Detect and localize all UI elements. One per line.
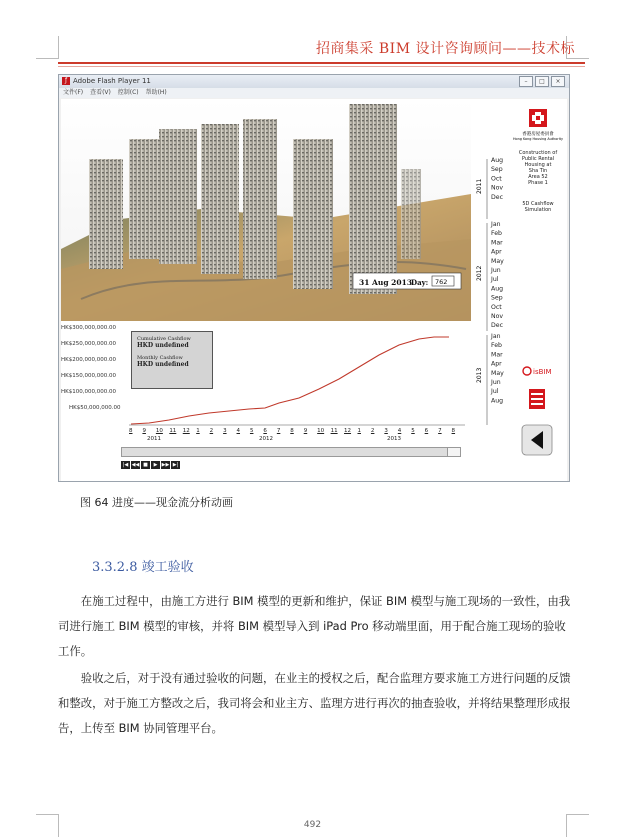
x-month-label: 10 (317, 428, 325, 434)
x-month-label: 5 (249, 428, 254, 434)
cashflow-panel (61, 323, 471, 481)
timeline-month: May (491, 369, 504, 377)
x-month-label: 12 (344, 428, 352, 434)
timeline-month: Dec (491, 193, 503, 201)
page-number: 492 (303, 820, 322, 830)
window-controls (519, 76, 565, 87)
fast-forward-button[interactable]: ▶▶ (161, 462, 170, 468)
timeline-month: Apr (491, 360, 502, 368)
stop-button[interactable]: ■ (141, 461, 150, 469)
timeline-month: Mar (491, 239, 503, 247)
x-month-label: 12 (182, 428, 190, 434)
timeline-month: Feb (491, 342, 502, 350)
sim-line: 5D Cashflow (522, 201, 554, 207)
org-name-en: Hong Kong Housing Authority (512, 137, 564, 141)
menu-control[interactable]: 控制(C) (117, 89, 139, 96)
flash-content (61, 99, 567, 481)
scrollbar-thumb[interactable] (447, 448, 460, 456)
day-label: Day: (411, 278, 429, 287)
timeline-month: Nov (491, 184, 504, 192)
project-line: Construction of (518, 150, 558, 156)
monthly-label: Monthly Cashflow (137, 355, 183, 361)
go-start-button[interactable]: |◀ (122, 462, 129, 468)
menu-file[interactable]: 文件(F) (63, 89, 84, 96)
timeline-month: Apr (491, 248, 502, 256)
year-2013: 2013 (476, 367, 483, 383)
project-line: Sha Tin (528, 168, 548, 174)
timeline-month: Jul (491, 388, 499, 396)
timeline-month: Oct (491, 303, 502, 311)
timeline-month: Jun (491, 379, 501, 386)
timeline-month: Aug (491, 397, 504, 405)
x-month-label: 2 (209, 428, 214, 434)
x-month-label: 3 (223, 428, 227, 434)
x-month-label: 4 (236, 428, 241, 434)
y-label: HK$250,000,000.00 (61, 341, 116, 347)
cumulative-label: Cumulative Cashflow (137, 336, 191, 342)
timeline-scrollbar[interactable] (121, 447, 461, 457)
isbim-label: isBIM (533, 368, 552, 376)
x-month-label: 10 (155, 428, 163, 434)
y-label: HK$50,000,000.00 (69, 405, 121, 411)
x-year-label: 2012 (259, 436, 273, 442)
monthly-value: HKD undefined (137, 361, 189, 368)
flash-icon: ƒ (62, 77, 70, 85)
window-menubar (59, 88, 569, 98)
year-2011: 2011 (476, 178, 483, 194)
figure-caption: 图 64 进度——现金流分析动画 (80, 496, 233, 509)
timeline-month: Aug (491, 285, 504, 293)
bim-3d-scene (61, 99, 471, 321)
sim-line: Simulation (524, 207, 552, 213)
project-line: Area 52 (528, 174, 548, 180)
header-rule-thin (58, 66, 585, 67)
window-title: Adobe Flash Player 11 (73, 77, 151, 85)
timeline-month: Jan (491, 221, 501, 228)
x-month-label: 6 (263, 428, 267, 434)
y-label: HK$300,000,000.00 (61, 325, 116, 331)
y-label: HK$100,000,000.00 (61, 389, 116, 395)
timeline-month: Sep (491, 294, 503, 302)
x-year-label: 2011 (147, 436, 161, 442)
timeline-month: May (491, 257, 504, 265)
close-icon[interactable]: × (551, 76, 565, 87)
year-2012: 2012 (476, 265, 483, 281)
housing-authority-logo (529, 109, 547, 127)
timeline-sidebar (471, 99, 567, 481)
cumulative-value: HKD undefined (137, 342, 189, 349)
running-header: 招商集采 BIM 设计咨询顾问——技术标 (315, 41, 575, 57)
y-label: HK$200,000,000.00 (61, 357, 116, 363)
cashflow-legend-box (131, 331, 213, 389)
go-end-button[interactable]: ▶| (172, 462, 179, 468)
org-name-zh: 香港房屋委員會 (522, 132, 554, 137)
x-month-label: 8 (129, 428, 133, 434)
timeline-svg (471, 99, 567, 481)
timeline-month: Jun (491, 267, 501, 274)
sim-date: 31 Aug 2013 (359, 278, 413, 287)
window-titlebar (59, 75, 569, 88)
rewind-button[interactable]: ◀◀ (131, 462, 140, 468)
timeline-month: Jan (491, 333, 501, 340)
x-month-label: 2 (370, 428, 375, 434)
paragraph: 验收之后，对于没有通过验收的问题，在业主的授权之后，配合监理方要求施工方进行问题的反馈和整改，对于施工方整改之后，我司将会和业主方、监理方进行再次的抽查验收，并将结果整理形成报告，上传至 BIM 协同管理平台。 (58, 671, 571, 735)
flash-player-window (58, 74, 570, 482)
partner-logo (529, 389, 545, 409)
x-month-label: 8 (451, 428, 456, 434)
x-month-label: 7 (438, 428, 442, 434)
x-month-label: 3 (384, 428, 388, 434)
x-month-label: 4 (397, 428, 402, 434)
x-month-label: 11 (330, 428, 338, 434)
paragraph: 在施工过程中，由施工方进行 BIM 模型的更新和维护，保证 BIM 模型与施工现场的一致性，由我司进行施工 BIM 模型的审核，并将 BIM 模型导入到 iPad Pro 移动端里面，用于配合施工现场的验收工作。 (58, 594, 571, 658)
x-month-label: 11 (169, 428, 177, 434)
crop-mark-tl (36, 36, 59, 59)
x-month-label: 5 (411, 428, 415, 434)
isbim-logo (523, 367, 552, 376)
minimize-icon[interactable]: – (519, 76, 533, 87)
x-month-label: 1 (357, 428, 361, 434)
timeline-month: Nov (491, 313, 504, 320)
timeline-month: Feb (491, 230, 502, 238)
x-month-label: 6 (424, 428, 429, 434)
menu-view[interactable]: 查看(V) (90, 89, 111, 96)
day-value[interactable]: 762 (435, 278, 448, 286)
menu-help[interactable]: 帮助(H) (145, 89, 167, 96)
project-line: Phase 1 (528, 180, 548, 186)
timeline-month: Oct (491, 175, 502, 183)
section-title: 3.3.2.8 竣工验收 (92, 560, 194, 575)
x-month-label: 9 (142, 428, 146, 434)
project-line: Housing at (524, 162, 552, 168)
x-year-label: 2013 (387, 436, 401, 442)
x-month-label: 7 (276, 428, 281, 434)
timeline-month: Aug (491, 157, 504, 164)
player-controls (121, 461, 180, 469)
back-button[interactable] (522, 425, 552, 455)
header-rule (58, 62, 585, 64)
timeline-month: Sep (491, 166, 503, 174)
maximize-icon[interactable]: □ (535, 76, 549, 87)
timeline-month: Mar (491, 351, 503, 359)
play-button[interactable]: ▶ (151, 461, 160, 469)
timeline-month: Jul (491, 276, 499, 284)
x-month-label: 9 (303, 428, 308, 434)
x-month-label: 1 (196, 428, 200, 434)
timeline-month: Dec (491, 322, 503, 330)
y-label: HK$150,000,000.00 (61, 373, 116, 379)
x-axis (129, 428, 465, 444)
building-render (61, 99, 471, 321)
x-month-label: 8 (290, 428, 294, 434)
project-line: Public Rental (521, 156, 555, 162)
